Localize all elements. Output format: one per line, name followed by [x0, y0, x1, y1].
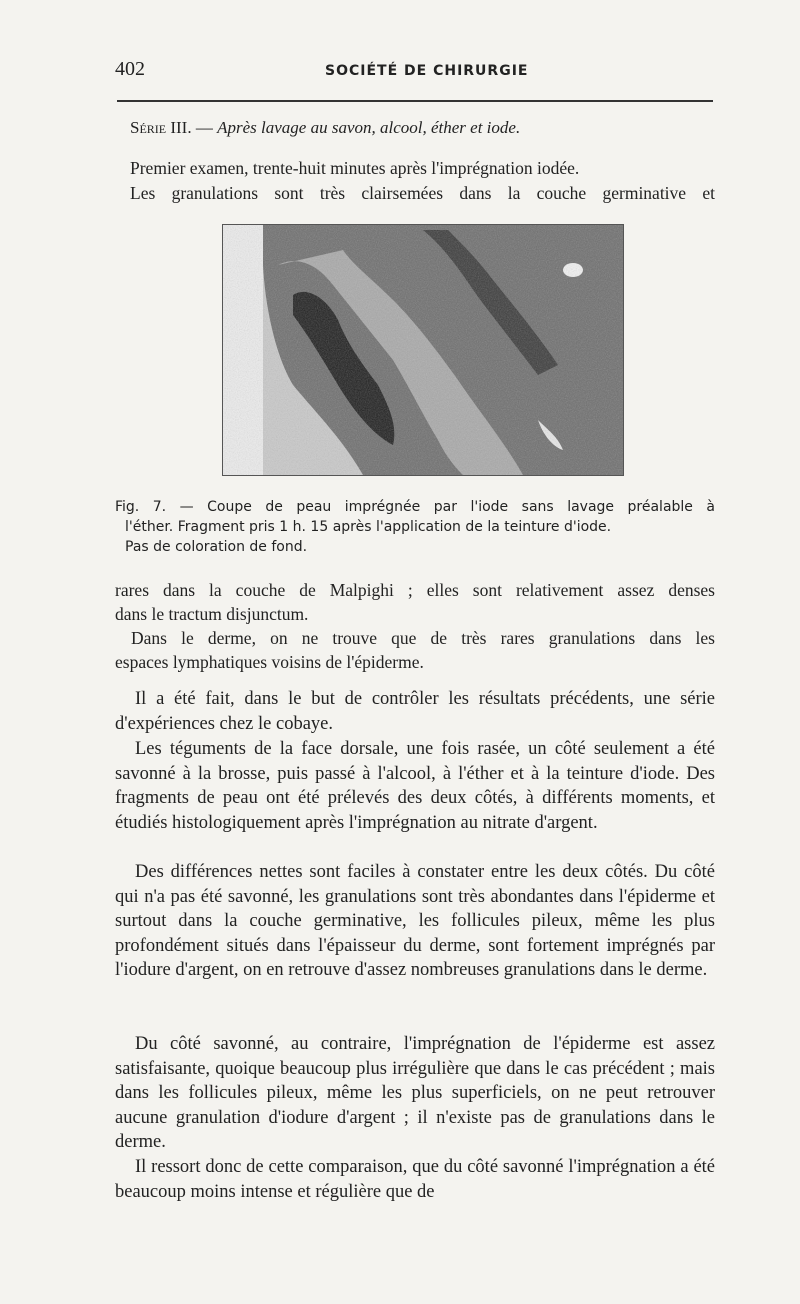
paragraph-2: Les téguments de la face dorsale, une fois rasée, un côté seulement a été savonné à la brosse, puis passé à l'alcool, à l'éther et à la teinture d'iode. Des fragments de peau ont été prélevés des deux côtés, à différents moments, et étudiés histologiquement après l'imprégnation au nitrate d'argent. [115, 739, 715, 833]
header-rule [117, 100, 713, 102]
series-title: Après lavage au savon, alcool, éther et iode. [217, 118, 521, 137]
paragraph-3: Des différences nettes sont faciles à constater entre les deux côtés. Du côté qui n'a pas été savonné, les granulations sont très abondantes dans l'épiderme et surtout dans la couche germinative, les follicules pileux, même les plus profondément situés dans l'épaisseur du derme, sont fortement imprégnés par l'iodure d'argent, on en retrouve d'assez nombreuses granulations dans le derme. [115, 862, 715, 980]
continuation-line-4: espaces lymphatiques voisins de l'épiderme. [115, 652, 424, 672]
page-number: 402 [115, 58, 145, 80]
intro-line-1: Premier examen, trente-huit minutes après l'imprégnation iodée. [130, 158, 580, 178]
paragraph-1: Il a été fait, dans le but de contrôler les résultats précédents, une série d'expériences chez le cobaye. [115, 689, 715, 734]
micrograph-figure [222, 224, 624, 476]
caption-line-3: Pas de coloration de fond. [125, 539, 308, 555]
caption-line-2: l'éther. Fragment pris 1 h. 15 après l'application de la teinture d'iode. [125, 519, 612, 535]
series-heading [130, 118, 520, 138]
intro-line-2: Les granulations sont très clairsemées dans la couche germinative et [130, 183, 715, 203]
caption-line-1: Fig. 7. — Coupe de peau imprégnée par l'iode sans lavage préalable à [115, 499, 715, 515]
micrograph-image [223, 225, 623, 475]
paragraph-5: Il ressort donc de cette comparaison, que du côté savonné l'imprégnation a été beaucoup moins intense et régulière que de [115, 1157, 715, 1202]
page-header [115, 58, 715, 88]
figure-caption [115, 497, 715, 557]
continuation-line-1: rares dans la couche de Malpighi ; elles sont relativement assez denses [115, 580, 715, 600]
paragraph-4: Du côté savonné, au contraire, l'imprégnation de l'épiderme est assez satisfaisante, quoique beaucoup plus irrégulière que dans le cas précédent ; mais dans les follicules pileux, même les plus superficiels, on ne peut retrouver aucune granulation d'iodure d'argent ; il n'existe pas de granulations dans le derme. [115, 1034, 715, 1152]
continuation-line-3: Dans le derme, on ne trouve que de très rares granulations dans les [131, 628, 715, 648]
continuation-line-2: dans le tractum disjunctum. [115, 604, 309, 624]
series-label: Série III. [130, 118, 192, 137]
running-head: SOCIÉTÉ DE CHIRURGIE [325, 63, 529, 79]
series-dash: — [195, 118, 213, 137]
